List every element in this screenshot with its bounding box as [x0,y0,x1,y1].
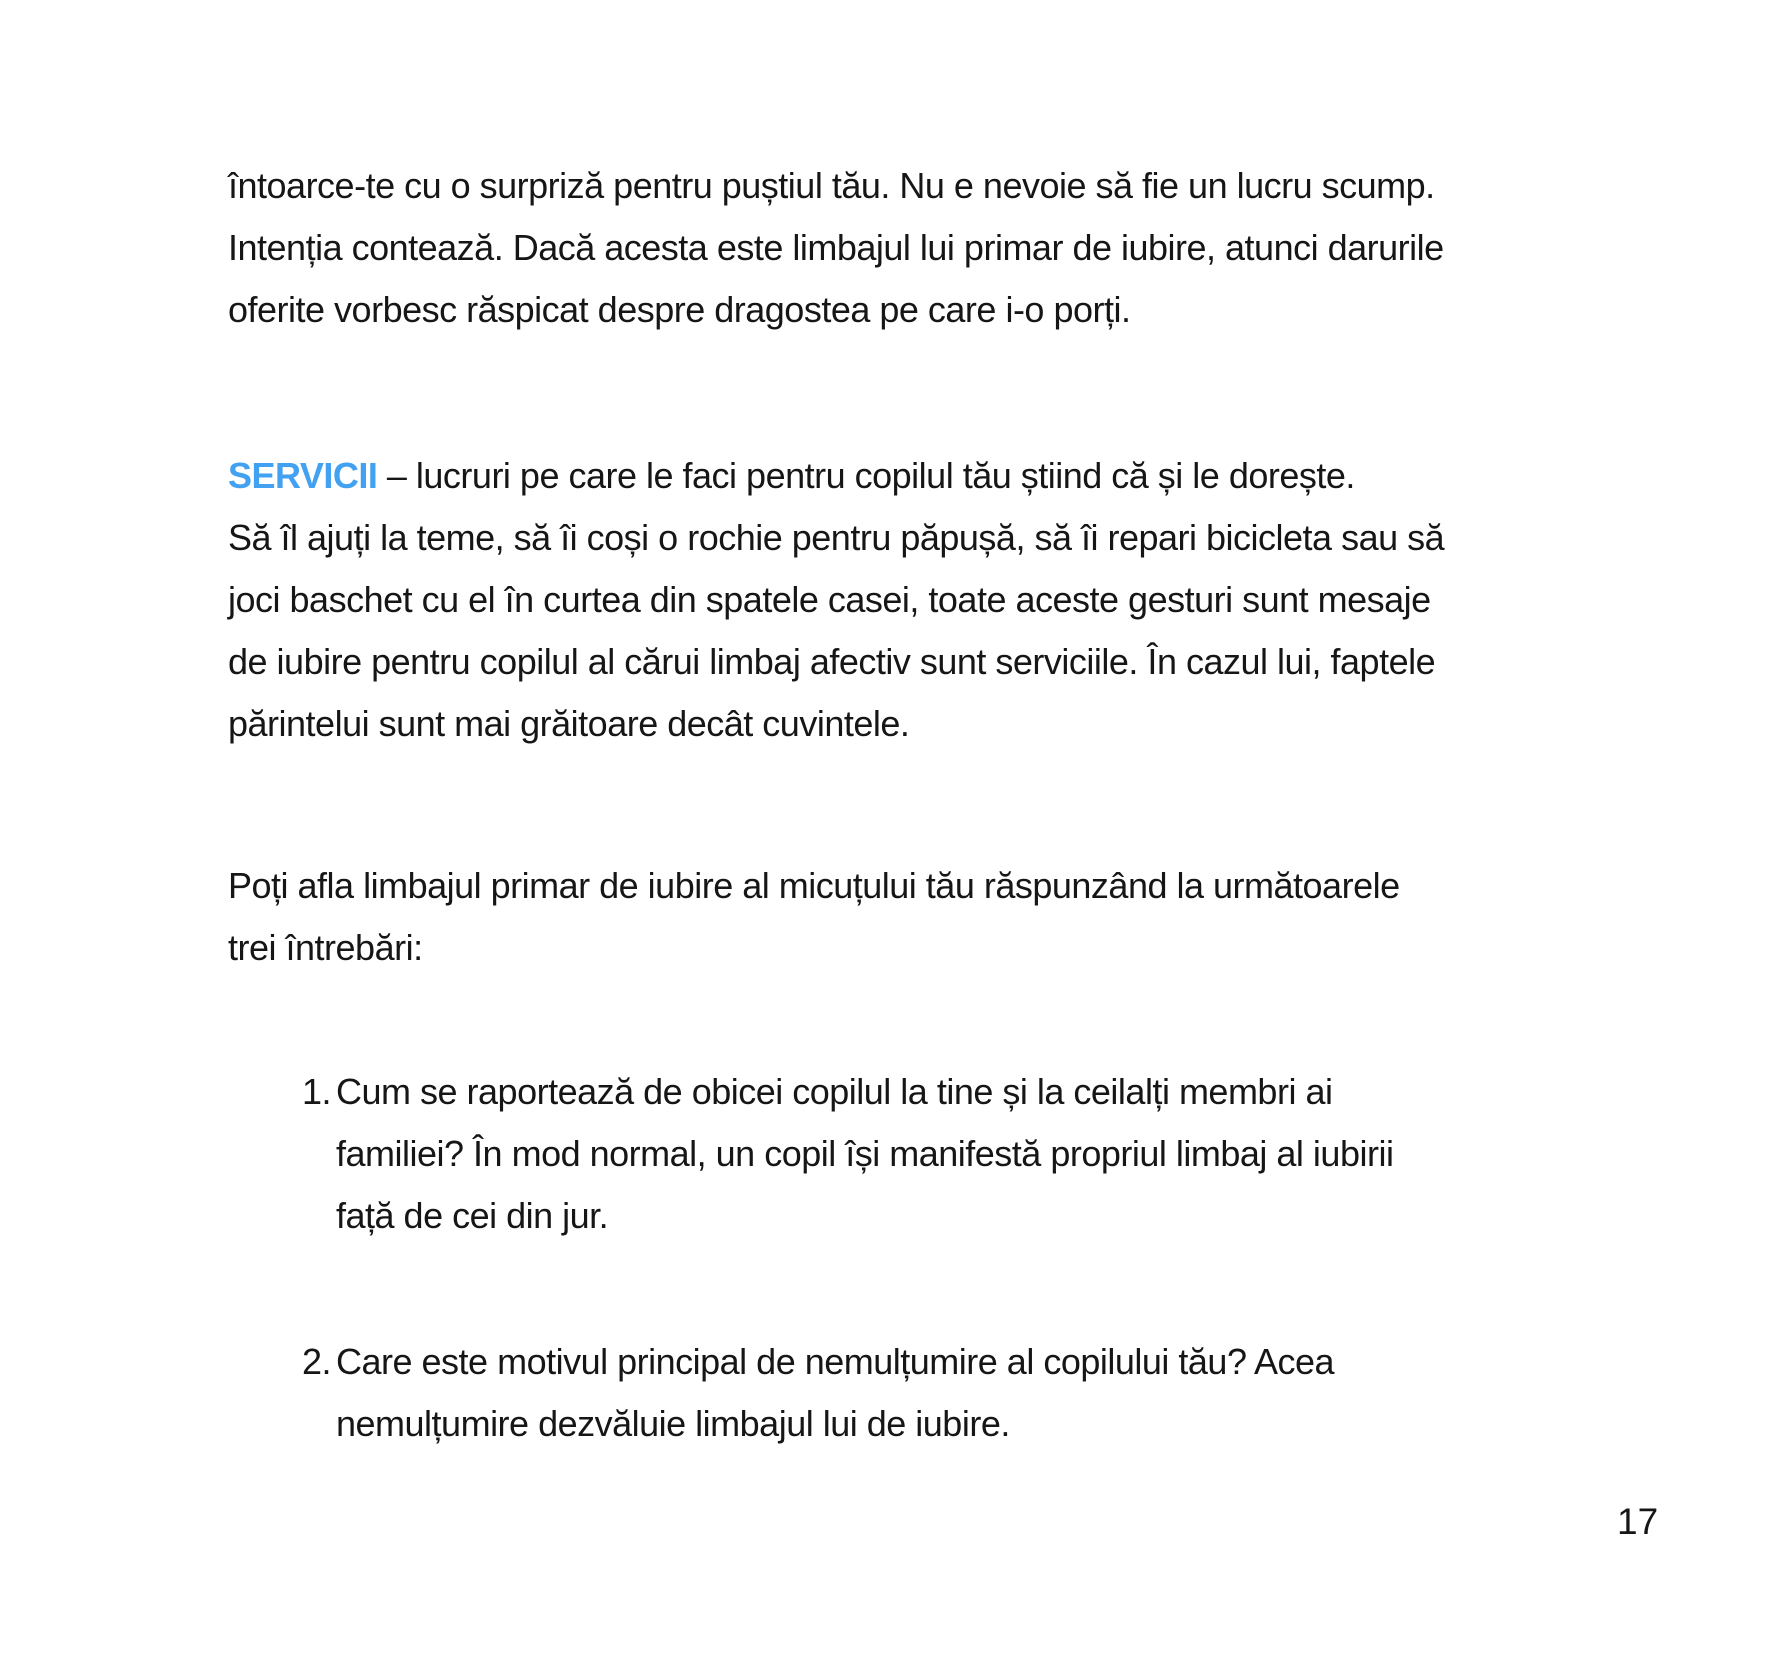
text-line: părintelui sunt mai grăitoare decât cuvintele. [228,703,910,744]
text-line: față de cei din jur. [336,1195,609,1236]
question-text [336,1331,1603,1455]
paragraph-services [228,445,1603,755]
text-line: familiei? În mod normal, un copil își manifestă propriul limbaj al iubirii [336,1133,1394,1174]
page-number: 17 [1617,1501,1659,1542]
text-line: întoarce-te cu o surpriză pentru puștiul tău. Nu e nevoie să fie un lucru scump. [228,165,1435,206]
question-text [336,1061,1603,1247]
page-content [228,155,1603,1455]
question-item-2 [228,1331,1603,1455]
question-item-1 [228,1061,1603,1247]
text-line: trei întrebări: [228,927,423,968]
paragraph-gifts-conclusion [228,155,1603,341]
text-line: joci baschet cu el în curtea din spatele casei, toate aceste gesturi sunt mesaje [228,579,1431,620]
services-heading-line [228,445,1603,507]
text-line: nemulțumire dezvăluie limbajul lui de iubire. [336,1403,1010,1444]
text-line: de iubire pentru copilul al cărui limbaj afectiv sunt serviciile. În cazul lui, faptele [228,641,1436,682]
paragraph-questions-intro [228,855,1603,979]
text-line: Care este motivul principal de nemulțumire al copilului tău? Acea [336,1341,1335,1382]
services-heading-definition: – lucruri pe care le faci pentru copilul tău știind că și le dorește. [377,455,1355,496]
text-line: Să îl ajuți la teme, să îi coși o rochie pentru păpușă, să îi repari bicicleta sau să [228,517,1445,558]
question-number: 1. [302,1071,332,1112]
services-heading: SERVICII [228,455,378,496]
text-line: Poți afla limbajul primar de iubire al micuțului tău răspunzând la următoarele [228,865,1400,906]
text-line: oferite vorbesc răspicat despre dragostea pe care i-o porți. [228,289,1131,330]
questions-list [228,1061,1603,1455]
text-line: Intenția contează. Dacă acesta este limbajul lui primar de iubire, atunci darurile [228,227,1444,268]
question-number: 2. [302,1341,332,1382]
text-line: Cum se raportează de obicei copilul la tine și la ceilalți membri ai [336,1071,1333,1112]
